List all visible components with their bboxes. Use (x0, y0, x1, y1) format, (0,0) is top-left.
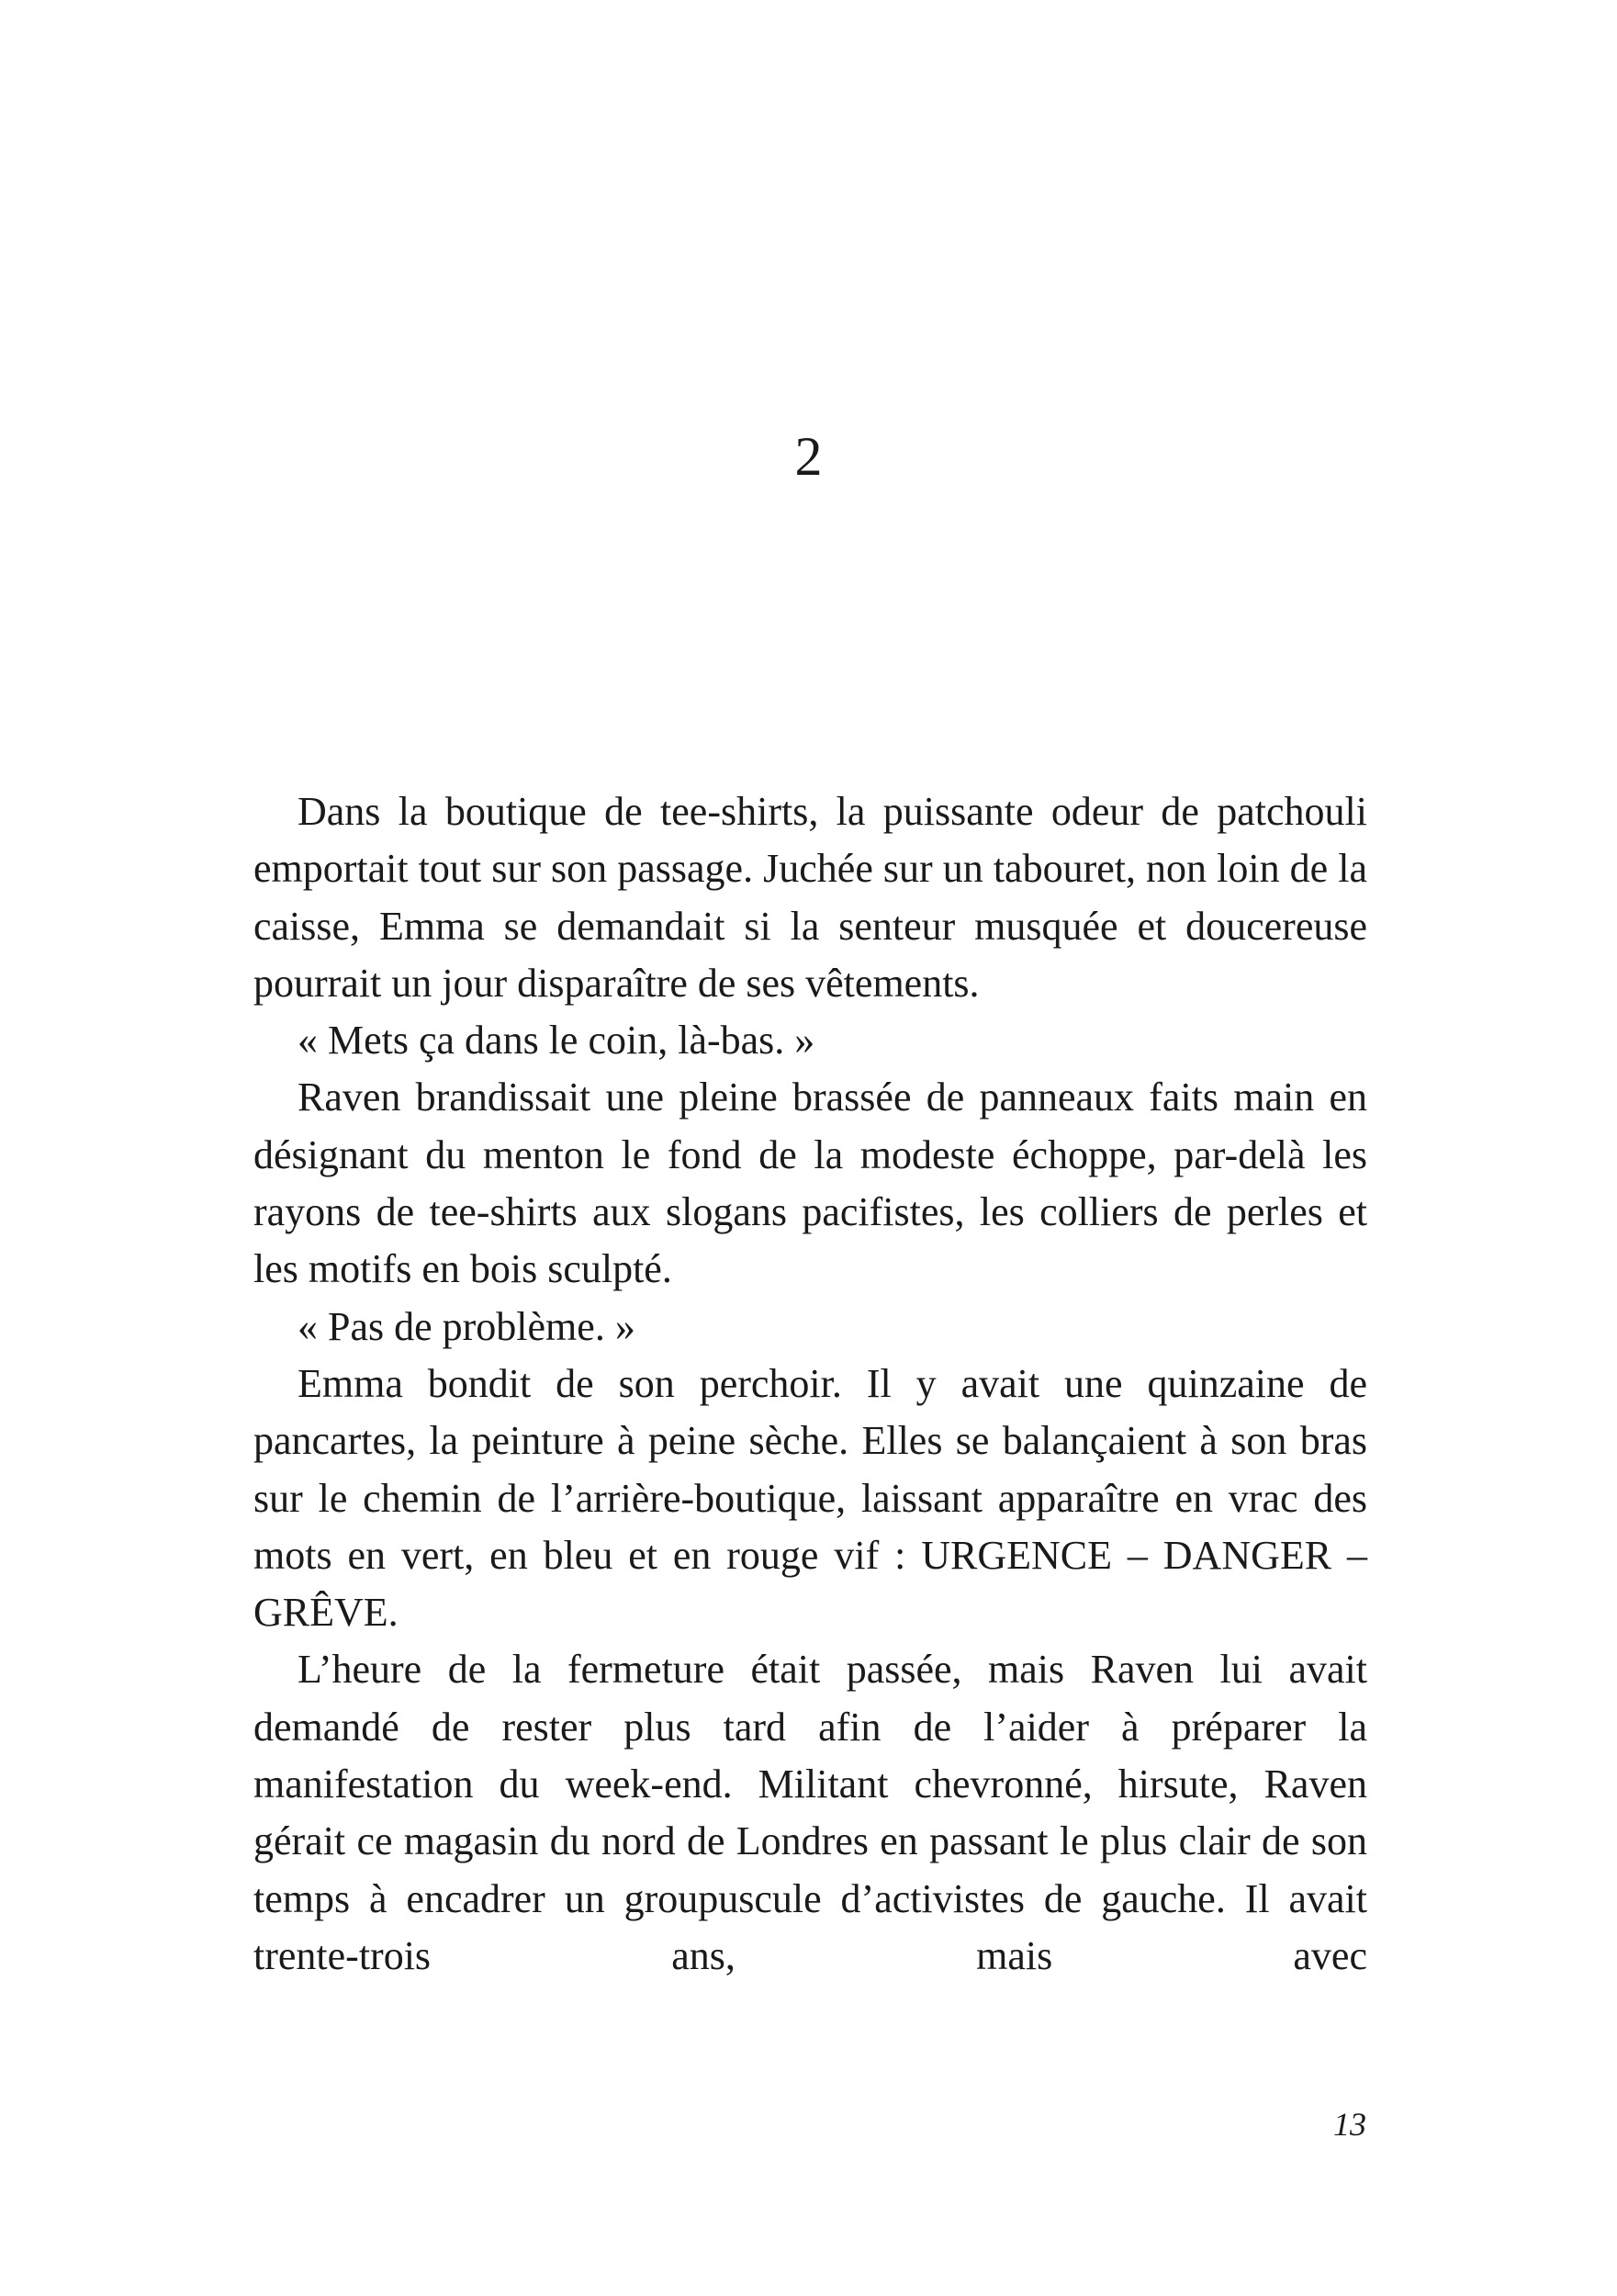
paragraph-dialogue: « Pas de problème. » (298, 1303, 635, 1349)
chapter-number: 2 (794, 426, 823, 487)
paragraph: Raven brandissait une pleine brassée de panneaux faits main en désignant du menton le fond de la modeste échoppe, par-delà les rayons de tee-shirts aux slogans pacifistes, les colliers de perles et les motifs en bois sculpté. (253, 1075, 1367, 1292)
paragraph: Emma bondit de son perchoir. Il y avait une quinzaine de pancartes, la peinture à peine sèche. Elles se balançaient à son bras sur le chemin de l’arrière-boutique, laissant apparaître en vrac des mots en vert, en bleu et en rouge vif : URGENCE – DANGER – GRÊVE. (253, 1360, 1367, 1636)
paragraph: L’heure de la fermeture était passée, mais Raven lui avait demandé de rester plus tard afin de l’aider à préparer la manifestation du week-end. Militant chevronné, hirsute, Raven gérait ce magasin du nord de Londres en passant le plus clair de son temps à encadrer un groupuscule d’activistes de gauche. Il avait trente-trois ans, mais avec (253, 1647, 1367, 1978)
body-text (253, 783, 1367, 1985)
page-number: 13 (1333, 2106, 1366, 2143)
paragraph-dialogue: « Mets ça dans le coin, là-bas. » (298, 1018, 815, 1064)
paragraph: Dans la boutique de tee-shirts, la puissante odeur de patchouli emportait tout sur son passage. Juchée sur un tabouret, non loin de la caisse, Emma se demandait si la senteur musquée et doucereuse pourrait un jour disparaître de ses vêtements. (253, 789, 1367, 1006)
